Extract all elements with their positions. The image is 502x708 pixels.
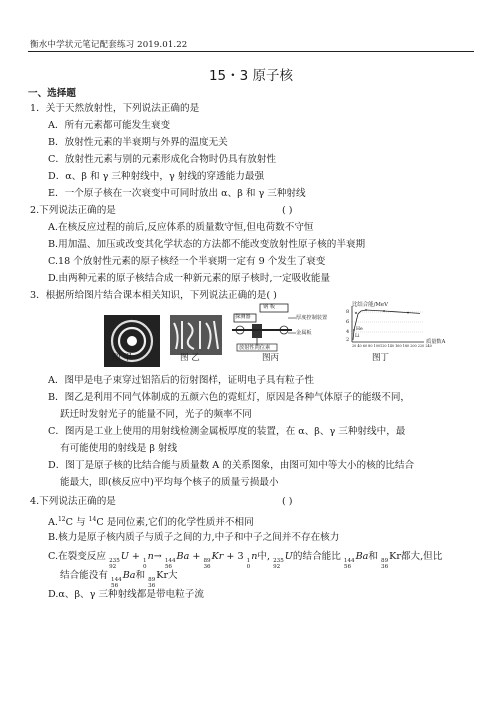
q3-option-b-line2: 跃迁时发射光子的能量不同，光子的频率不同 [60,409,252,420]
header-divider [28,51,474,52]
figure-bing-apparatus-diagram [232,302,332,352]
figure-ding-point-he: He [356,327,363,332]
figure-yi-neon-image [170,315,222,355]
q4-option-c-line1: C.在裂变反应 235 92 U + 1 0 n→ 144 56 Ba + 89 36 Kr + 3 1 0 n中, 235 92 U的结合能比 144 56 Ba和 89 36 Kr都大,但比 [48,551,443,570]
q3-option-c-line1: C．图丙是工业上使用的用射线检测金属板厚度的装置，在 α、β、γ 三种射线中，最 [48,426,406,437]
figure-bing-steel-label: 钢 板 [263,304,276,310]
figure-yi-label: 图 乙 [180,353,200,363]
page-title: 15・3 原子核 [208,68,294,84]
q2-stem: 2.下列说法正确的是 [30,205,116,216]
q2-answer-paren: ( ) [282,205,293,216]
section-heading: 一、选择题 [28,88,76,99]
figure-ding-xticks: 20 40 60 80 100120 140 160 180 200 220 240 [352,344,432,348]
figure-ding-ytick-8: 8 [346,309,350,315]
figure-bing-isotope-label: 放射性同位素 [239,345,271,351]
q3-option-d-line1: D．图丁是原子核的比结合能与质量数 A 的关系图象，由图可知中等大小的核的比结合 [48,460,415,471]
figure-jia-label: 图 甲 [112,353,132,363]
q1-option-a: A．所有元素都可能发生衰变 [48,120,171,131]
q2-option-b: B.用加温、加压或改变其化学状态的方法都不能改变放射性原子核的半衰期 [48,239,366,250]
figure-bing-detector-label: 探测器 [235,314,251,320]
q3-option-a: A．图甲是电子束穿过铝箔后的衍射图样，证明电子具有粒子性 [48,375,314,386]
q3-stem: 3．根据所给图片结合课本相关知识，下列说法正确的是( ) [30,290,277,301]
figure-ding-point-li: Li [355,334,360,339]
figure-ding-binding-energy-chart [340,300,472,356]
q2-option-a: A.在核反应过程的前后,反应体系的质量数守恒,但电荷数不守恒 [48,222,314,233]
figure-ding-x-axis-title: 质量数A [426,339,446,345]
figure-ding-ytick-6: 6 [346,319,350,325]
q4-option-d: D.α、β、γ 三种射线都是带电粒子流 [48,589,204,600]
page-header: 衡水中学状元笔记配套练习 2019.01.22 [30,40,188,50]
q4-stem: 4.下列说法正确的是 [30,496,116,507]
q4-option-b: B.核力是原子核内质子与质子之间的力,中子和中子之间并不存在核力 [48,532,340,543]
figure-bing-metal-plate-label: 金属板 [296,330,312,336]
q1-stem: 1．关于天然放射性，下列说法正确的是 [30,103,200,114]
q3-option-c-line2: 有可能使用的射线是 β 射线 [60,443,178,454]
figure-ding-ytick-2: 2 [346,337,350,343]
q4-answer-paren: ( ) [282,496,293,507]
q1-option-e: E．一个原子核在一次衰变中可同时放出 α、β 和 γ 三种射线 [48,188,306,199]
q3-option-b-line1: B．图乙是利用不同气体制成的五颜六色的霓虹灯，原因是各种气体原子的能级不同， [48,392,411,403]
figure-bing-label: 图丙 [262,353,280,363]
q2-option-c: C.18 个放射性元素的原子核经一个半衰期一定有 9 个发生了衰变 [48,256,326,267]
q1-option-b: B．放射性元素的半衰期与外界的温度无关 [48,137,228,148]
q1-option-c: C．放射性元素与别的元素形成化合物时仍具有放射性 [48,154,276,165]
q4-option-c-line2: 结合能没有 144 56 Ba和 89 36 Kr大 [60,570,178,589]
q2-option-d: D.由两种元素的原子核结合成一种新元素的原子核时,一定吸收能量 [48,273,331,284]
q4-option-a: A.$^{12}$C 与 $^{14}$C 是同位素,它们的化学性质并不相同 [48,516,254,528]
q1-option-d: D．α、β 和 γ 三种射线中，γ 射线的穿透能力最强 [48,171,265,182]
q3-option-d-line2: 能最大，即(核反应中)平均每个核子的质量亏损最小 [60,477,279,488]
figure-ding-y-axis-title: 比结合能/MeV [352,302,388,308]
figure-ding-ytick-4: 4 [346,329,350,335]
figure-bing-control-label: 厚度控制装置 [296,315,328,321]
figure-ding-label: 图丁 [372,353,390,363]
